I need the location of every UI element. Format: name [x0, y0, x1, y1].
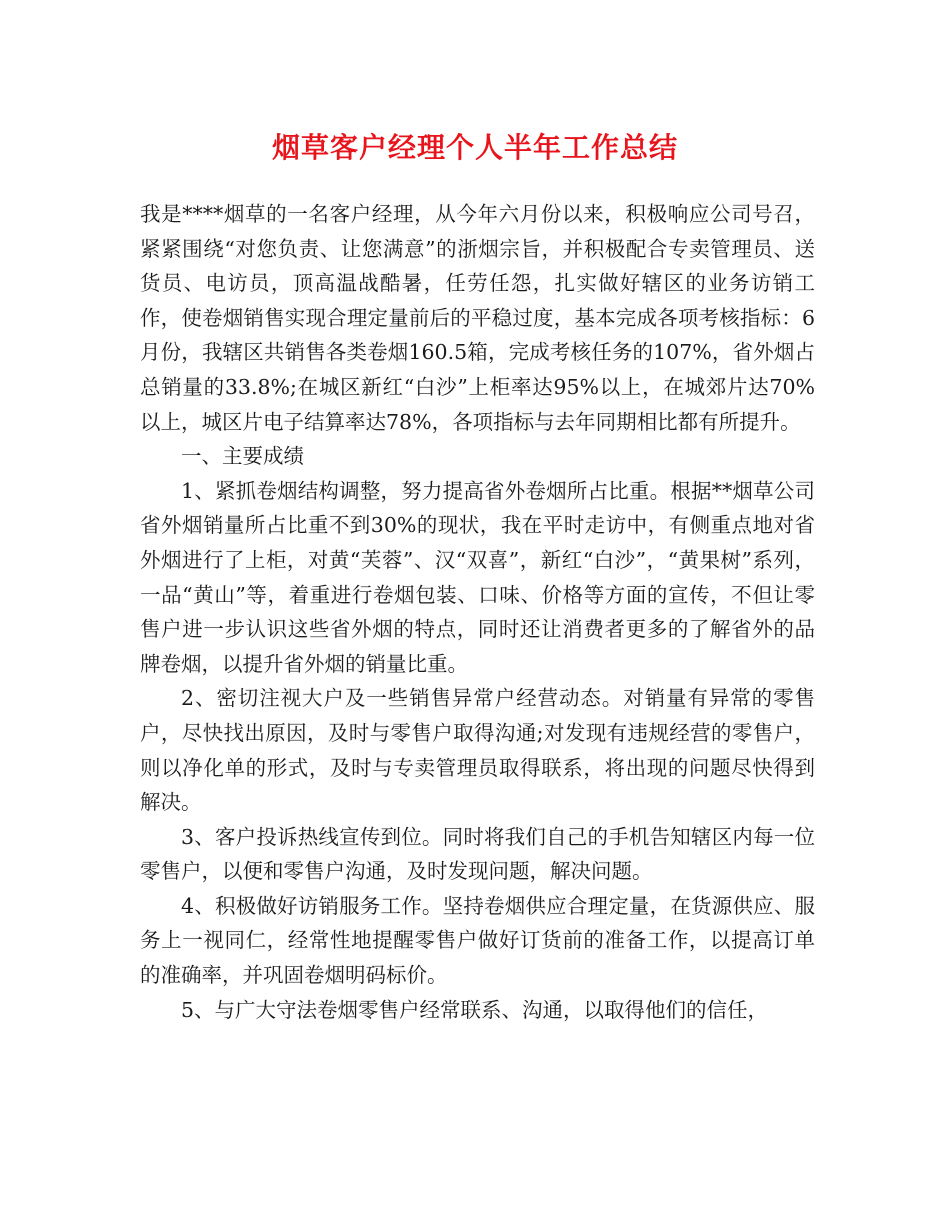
- paragraph-item-4: 4、积极做好访销服务工作。坚持卷烟供应合理定量，在货源供应、服务上一视同仁，经常性地提醒零售户做好订货前的准备工作，以提高订单的准确率，并巩固卷烟明码标价。: [140, 893, 815, 988]
- section-heading-achievements: 一、主要成绩: [181, 444, 304, 469]
- paragraph-item-2: 2、密切注视大户及一些销售异常户经营动态。对销量有异常的零售户，尽快找出原因，及时与零售户取得沟通;对发现有违规经营的零售户，则以净化单的形式，及时与专卖管理员取得联系，将出现的问题尽快得到解决。: [140, 686, 815, 815]
- paragraph-item-3: 3、客户投诉热线宣传到位。同时将我们自己的手机告知辖区内每一位零售户，以便和零售户沟通，及时发现问题，解决问题。: [140, 824, 815, 884]
- paragraph-item-5: 5、与广大守法卷烟零售户经常联系、沟通，以取得他们的信任，: [181, 997, 769, 1022]
- document-title: 烟草客户经理个人半年工作总结: [271, 131, 678, 164]
- intro-paragraph: 我是****烟草的一名客户经理，从今年六月份以来，积极响应公司号召，紧紧围绕“对您负责、让您满意”的浙烟宗旨，并积极配合专卖管理员、送货员、电访员，顶高温战酷暑，任劳任怨，扎实做好辖区的业务访销工作，使卷烟销售实现合理定量前后的平稳过度，基本完成各项考核指标：6月份，我辖区共销售各类卷烟160.5箱，完成考核任务的107%，省外烟占总销量的33.8%;在城区新红“白沙”上柜率达95%以上，在城郊片达70%以上，城区片电子结算率达78%，各项指标与去年同期相比都有所提升。: [140, 202, 815, 434]
- document-body: [140, 197, 815, 1027]
- paragraph-item-1: 1、紧抓卷烟结构调整，努力提高省外卷烟所占比重。根据**烟草公司省外烟销量所占比重不到30%的现状，我在平时走访中，有侧重点地对省外烟进行了上柜，对黄“芙蓉”、汉“双喜”，新红“白沙”，“黄果树”系列，一品“黄山”等，着重进行卷烟包装、口味、价格等方面的宣传，不但让零售户进一步认识这些省外烟的特点，同时还让消费者更多的了解省外的品牌卷烟，以提升省外烟的销量比重。: [140, 478, 815, 676]
